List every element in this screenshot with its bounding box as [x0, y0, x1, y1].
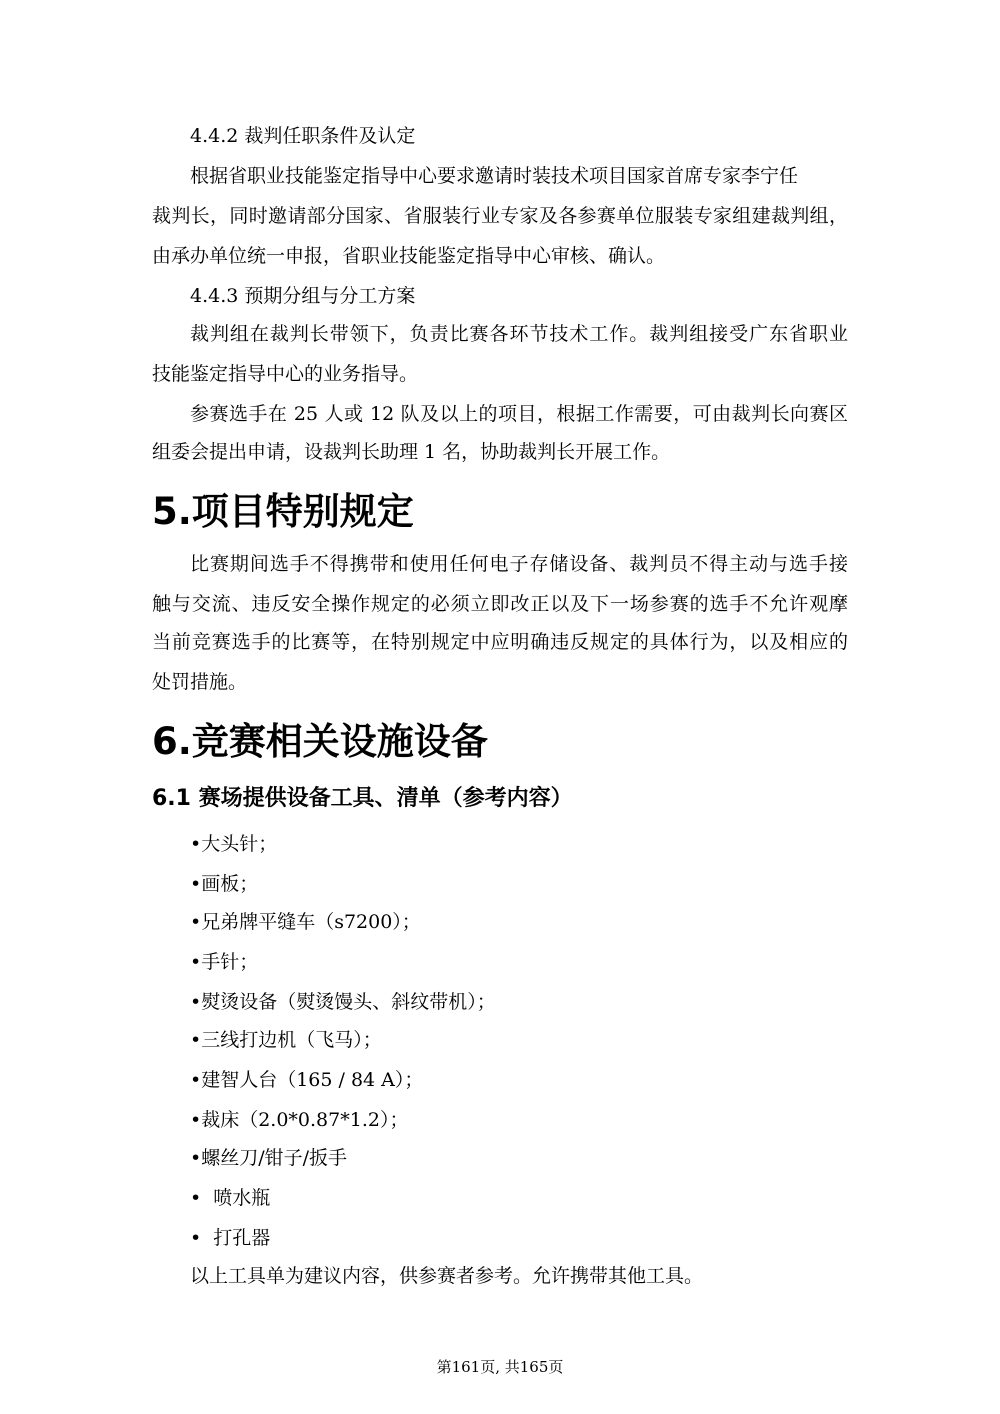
- heading-4-4-3: 4.4.3 预期分组与分工方案: [190, 285, 416, 307]
- paragraph-line: 当前竞赛选手的比赛等，在特别规定中应明确违反规定的具体行为，以及相应的: [152, 631, 848, 653]
- paragraph-line: 处罚措施。: [152, 671, 248, 693]
- paragraph-line: 由承办单位统一申报，省职业技能鉴定指导中心审核、确认。: [152, 245, 666, 267]
- list-item: •裁床（2.0*0.87*1.2）；: [190, 1109, 409, 1131]
- section-6-1-title: 6.1 赛场提供设备工具、清单（参考内容）: [152, 786, 573, 811]
- list-item: •三线打边机（飞马）；: [190, 1029, 382, 1051]
- paragraph-line: 比赛期间选手不得携带和使用任何电子存储设备、裁判员不得主动与选手接: [190, 553, 848, 575]
- page-number: 第161页, 共165页: [436, 1358, 564, 1376]
- list-item: •兄弟牌平缝车（s7200）；: [190, 911, 421, 933]
- paragraph-line: 参赛选手在 25 人或 12 队及以上的项目，根据工作需要，可由裁判长向赛区: [190, 403, 848, 425]
- section-5-title: 5.项目特别规定: [152, 490, 414, 533]
- section-6-title: 6.竞赛相关设施设备: [152, 720, 488, 763]
- paragraph-line: 裁判组在裁判长带领下，负责比赛各环节技术工作。裁判组接受广东省职业: [190, 323, 848, 345]
- heading-4-4-2: 4.4.2 裁判任职条件及认定: [190, 125, 416, 147]
- list-item: •螺丝刀/钳子/扳手: [190, 1147, 348, 1169]
- list-item: •建智人台（165 / 84 A）；: [190, 1069, 424, 1091]
- closing-note: 以上工具单为建议内容，供参赛者参考。允许携带其他工具。: [190, 1265, 704, 1287]
- paragraph-line: 技能鉴定指导中心的业务指导。: [152, 363, 419, 385]
- list-item: • 打孔器: [190, 1227, 271, 1249]
- paragraph-line: 组委会提出申请，设裁判长助理 1 名，协助裁判长开展工作。: [152, 441, 671, 463]
- list-item: •画板；: [190, 873, 259, 895]
- list-item: • 喷水瓶: [190, 1187, 271, 1209]
- list-item: •大头针；: [190, 833, 278, 855]
- list-item: •熨烫设备（熨烫馒头、斜纹带机）；: [190, 991, 496, 1013]
- paragraph-line: 裁判长，同时邀请部分国家、省服装行业专家及各参赛单位服装专家组建裁判组，: [152, 205, 848, 227]
- list-item: •手针；: [190, 951, 259, 973]
- paragraph-line: 触与交流、违反安全操作规定的必须立即改正以及下一场参赛的选手不允许观摩: [152, 593, 848, 615]
- paragraph-line: 根据省职业技能鉴定指导中心要求邀请时装技术项目国家首席专家李宁任: [190, 165, 799, 187]
